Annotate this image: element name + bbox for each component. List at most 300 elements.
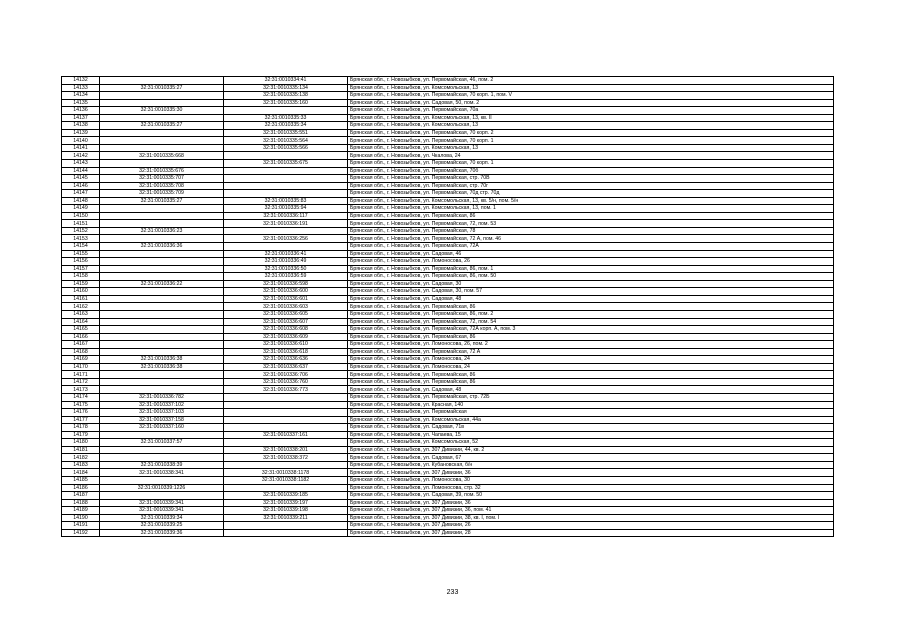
address-cell: Брянская обл., г. Новозыбков, ул. Садовая, 71в xyxy=(348,424,834,432)
row-number-cell: 14184 xyxy=(62,469,100,477)
address-cell: Брянская обл., г. Новозыбков, ул. Кубановская, б/н xyxy=(348,461,834,469)
row-number-cell: 14192 xyxy=(62,529,100,537)
address-cell: Брянская обл., г. Новозыбков, ул. Первомайская, 86 xyxy=(348,371,834,379)
cadastral-number-cell: 32:31:0010339:211 xyxy=(224,514,348,522)
row-number-cell: 14186 xyxy=(62,484,100,492)
address-cell: Брянская обл., г. Новозыбков, ул. Красная, 140 xyxy=(348,401,834,409)
cadastral-number-cell xyxy=(224,167,348,175)
table-row xyxy=(62,378,834,386)
address-cell: Брянская обл., г. Новозыбков, ул. Первомайская, 72, пом. 53 xyxy=(348,220,834,228)
address-cell: Брянская обл., г. Новозыбков, ул. Комсомольская, 13, кв. II xyxy=(348,114,834,122)
parent-cadastral-number-cell: 32:31:0010338:341 xyxy=(100,469,224,477)
address-cell: Брянская обл., г. Новозыбков, ул. Комсомольская, 13 xyxy=(348,122,834,130)
address-cell: Брянская обл., г. Новозыбков, ул. Комсомольская, 13, кв. 5/н, пом. 5/н xyxy=(348,197,834,205)
cadastral-number-cell: 32:31:0010338:372 xyxy=(224,454,348,462)
table-row xyxy=(62,92,834,100)
address-cell: Брянская обл., г. Новозыбков, ул. Первомайская, 86 xyxy=(348,378,834,386)
parent-cadastral-number-cell: 32:31:0010335:676 xyxy=(100,167,224,175)
cadastral-number-cell xyxy=(224,243,348,251)
parent-cadastral-number-cell xyxy=(100,273,224,281)
table-row xyxy=(62,326,834,334)
parent-cadastral-number-cell: 32:31:0010336:23 xyxy=(100,227,224,235)
cadastral-number-cell: 32:31:0010335:675 xyxy=(224,160,348,168)
row-number-cell: 14168 xyxy=(62,348,100,356)
cadastral-number-cell: 32:31:0010336:50 xyxy=(224,265,348,273)
address-cell: Брянская обл., г. Новозыбков, ул. 307 Дивизии, 44, кв. 2 xyxy=(348,446,834,454)
table-row xyxy=(62,310,834,318)
table-row xyxy=(62,114,834,122)
parent-cadastral-number-cell xyxy=(100,371,224,379)
cadastral-number-cell: 32:31:0010335:33 xyxy=(224,114,348,122)
parent-cadastral-number-cell xyxy=(100,235,224,243)
address-cell: Брянская обл., г. Новозыбков, ул. Первомайская, 70б xyxy=(348,167,834,175)
cadastral-number-cell xyxy=(224,401,348,409)
address-cell: Брянская обл., г. Новозыбков, ул. Садовая, 50, пом. 2 xyxy=(348,99,834,107)
cadastral-number-cell xyxy=(224,409,348,417)
cadastral-number-cell xyxy=(224,416,348,424)
parent-cadastral-number-cell xyxy=(100,220,224,228)
row-number-cell: 14153 xyxy=(62,235,100,243)
parent-cadastral-number-cell xyxy=(100,386,224,394)
cadastral-number-cell: 32:31:0010335:566 xyxy=(224,144,348,152)
table-row xyxy=(62,243,834,251)
address-cell: Брянская обл., г. Новозыбков, ул. 307 Дивизии, 26 xyxy=(348,522,834,530)
parent-cadastral-number-cell xyxy=(100,333,224,341)
address-cell: Брянская обл., г. Новозыбков, ул. Первомайская, 70д стр. 70д xyxy=(348,190,834,198)
cadastral-number-cell: 32:31:0010336:603 xyxy=(224,303,348,311)
parent-cadastral-number-cell xyxy=(100,250,224,258)
cadastral-number-cell: 32:31:0010335:134 xyxy=(224,84,348,92)
row-number-cell: 14137 xyxy=(62,114,100,122)
parent-cadastral-number-cell xyxy=(100,265,224,273)
cadastral-number-cell: 32:31:0010336:608 xyxy=(224,326,348,334)
parent-cadastral-number-cell xyxy=(100,258,224,266)
address-cell: Брянская обл., г. Новозыбков, ул. Чапаева, 15 xyxy=(348,431,834,439)
table-row xyxy=(62,318,834,326)
table-row xyxy=(62,152,834,160)
address-cell: Брянская обл., г. Новозыбков, ул. Садовая, 30 xyxy=(348,280,834,288)
parent-cadastral-number-cell xyxy=(100,341,224,349)
table-row xyxy=(62,137,834,145)
table-row xyxy=(62,107,834,115)
row-number-cell: 14138 xyxy=(62,122,100,130)
cadastral-number-cell: 32:31:0010336:605 xyxy=(224,310,348,318)
address-cell: Брянская обл., г. Новозыбков, ул. Садовая, 30, пом. 57 xyxy=(348,288,834,296)
cadastral-number-cell: 32:31:0010336:49 xyxy=(224,258,348,266)
table-row xyxy=(62,348,834,356)
row-number-cell: 14133 xyxy=(62,84,100,92)
table-row xyxy=(62,424,834,432)
cadastral-number-cell: 32:31:0010336:600 xyxy=(224,288,348,296)
parent-cadastral-number-cell xyxy=(100,295,224,303)
row-number-cell: 14173 xyxy=(62,386,100,394)
cadastral-number-cell: 32:31:0010336:41 xyxy=(224,250,348,258)
parent-cadastral-number-cell xyxy=(100,205,224,213)
row-number-cell: 14160 xyxy=(62,288,100,296)
row-number-cell: 14152 xyxy=(62,227,100,235)
parent-cadastral-number-cell xyxy=(100,137,224,145)
row-number-cell: 14181 xyxy=(62,446,100,454)
address-cell: Брянская обл., г. Новозыбков, ул. Первомайская, 70 корп. 1 xyxy=(348,137,834,145)
row-number-cell: 14149 xyxy=(62,205,100,213)
table-row xyxy=(62,235,834,243)
row-number-cell: 14146 xyxy=(62,182,100,190)
parent-cadastral-number-cell: 32:31:0010335:668 xyxy=(100,152,224,160)
table-row xyxy=(62,288,834,296)
parent-cadastral-number-cell xyxy=(100,144,224,152)
parent-cadastral-number-cell xyxy=(100,212,224,220)
parent-cadastral-number-cell: 32:31:0010335:708 xyxy=(100,182,224,190)
cadastral-number-cell xyxy=(224,227,348,235)
address-cell: Брянская обл., г. Новозыбков, ул. Первомайская, 72 А xyxy=(348,348,834,356)
table-row xyxy=(62,514,834,522)
parent-cadastral-number-cell: 32:31:0010339:36 xyxy=(100,529,224,537)
table-row xyxy=(62,122,834,130)
cadastral-number-cell xyxy=(224,190,348,198)
row-number-cell: 14182 xyxy=(62,454,100,462)
parent-cadastral-number-cell: 32:31:0010337:160 xyxy=(100,424,224,432)
parent-cadastral-number-cell: 32:31:0010337:103 xyxy=(100,409,224,417)
parent-cadastral-number-cell xyxy=(100,288,224,296)
cadastral-number-cell: 32:31:0010335:83 xyxy=(224,197,348,205)
cadastral-number-cell xyxy=(224,175,348,183)
cadastral-number-cell xyxy=(224,529,348,537)
page-number: 233 xyxy=(446,589,459,596)
table-row xyxy=(62,522,834,530)
address-cell: Брянская обл., г. Новозыбков, ул. Первомайская, 70 корп. 2 xyxy=(348,129,834,137)
parent-cadastral-number-cell: 32:31:0010335:709 xyxy=(100,190,224,198)
parent-cadastral-number-cell: 32:31:0010337:102 xyxy=(100,401,224,409)
table-row xyxy=(62,499,834,507)
table-row xyxy=(62,333,834,341)
table-row xyxy=(62,446,834,454)
parent-cadastral-number-cell: 32:31:0010335:707 xyxy=(100,175,224,183)
parent-cadastral-number-cell: 32:31:0010335:27 xyxy=(100,122,224,130)
address-cell: Брянская обл., г. Новозыбков, ул. Ломоносова, 26 xyxy=(348,258,834,266)
cadastral-number-cell: 32:31:0010336:598 xyxy=(224,280,348,288)
table-row xyxy=(62,160,834,168)
parent-cadastral-number-cell: 32:31:0010339:341 xyxy=(100,507,224,515)
row-number-cell: 14139 xyxy=(62,129,100,137)
address-cell: Брянская обл., г. Новозыбков, ул. Первомайская, 70 корп. 1, пом. V xyxy=(348,92,834,100)
cadastral-number-cell: 32:31:0010338:1178 xyxy=(224,469,348,477)
row-number-cell: 14162 xyxy=(62,303,100,311)
cadastral-number-cell: 32:31:0010336:609 xyxy=(224,333,348,341)
address-cell: Брянская обл., г. Новозыбков, ул. Первомайская, 86 xyxy=(348,303,834,311)
row-number-cell: 14155 xyxy=(62,250,100,258)
row-number-cell: 14144 xyxy=(62,167,100,175)
cadastral-number-cell: 32:31:0010336:607 xyxy=(224,318,348,326)
parent-cadastral-number-cell: 32:31:0010335:27 xyxy=(100,84,224,92)
cadastral-number-cell: 32:31:0010336:117 xyxy=(224,212,348,220)
cadastral-number-cell: 32:31:0010336:618 xyxy=(224,348,348,356)
cadastral-number-cell: 32:31:0010337:161 xyxy=(224,431,348,439)
parent-cadastral-number-cell: 32:31:0010337:158 xyxy=(100,416,224,424)
parent-cadastral-number-cell xyxy=(100,431,224,439)
row-number-cell: 14187 xyxy=(62,492,100,500)
row-number-cell: 14163 xyxy=(62,310,100,318)
table-row xyxy=(62,484,834,492)
cadastral-number-cell: 32:31:0010335:551 xyxy=(224,129,348,137)
table-row xyxy=(62,84,834,92)
address-cell: Брянская обл., г. Новозыбков, ул. Первомайская, 86 xyxy=(348,333,834,341)
address-cell: Брянская обл., г. Новозыбков, ул. Комсомольская, 13, пом. 1 xyxy=(348,205,834,213)
address-cell: Брянская обл., г. Новозыбков, ул. Садовая, 48 xyxy=(348,295,834,303)
row-number-cell: 14143 xyxy=(62,160,100,168)
address-cell: Брянская обл., г. Новозыбков, ул. Комсомольская, 52 xyxy=(348,439,834,447)
cadastral-number-cell xyxy=(224,393,348,401)
table-row xyxy=(62,529,834,537)
registry-table xyxy=(61,76,834,537)
table-row xyxy=(62,77,834,85)
address-cell: Брянская обл., г. Новозыбков, ул. Первомайская, 72А корп. А, пом. 3 xyxy=(348,326,834,334)
row-number-cell: 14174 xyxy=(62,393,100,401)
table-row xyxy=(62,175,834,183)
parent-cadastral-number-cell xyxy=(100,99,224,107)
parent-cadastral-number-cell xyxy=(100,92,224,100)
address-cell: Брянская обл., г. Новозыбков, ул. Ломоносова, 30 xyxy=(348,476,834,484)
row-number-cell: 14183 xyxy=(62,461,100,469)
cadastral-number-cell: 32:31:0010336:601 xyxy=(224,295,348,303)
address-cell: Брянская обл., г. Новозыбков, ул. Первомайская, 86, пом. 50 xyxy=(348,273,834,281)
row-number-cell: 14159 xyxy=(62,280,100,288)
table-row xyxy=(62,129,834,137)
cadastral-number-cell: 32:31:0010339:197 xyxy=(224,499,348,507)
parent-cadastral-number-cell xyxy=(100,348,224,356)
parent-cadastral-number-cell: 32:31:0010339:341 xyxy=(100,499,224,507)
cadastral-number-cell xyxy=(224,461,348,469)
row-number-cell: 14140 xyxy=(62,137,100,145)
row-number-cell: 14178 xyxy=(62,424,100,432)
parent-cadastral-number-cell xyxy=(100,303,224,311)
row-number-cell: 14167 xyxy=(62,341,100,349)
cadastral-number-cell: 32:31:0010336:773 xyxy=(224,386,348,394)
cadastral-number-cell: 32:31:0010335:160 xyxy=(224,99,348,107)
cadastral-number-cell: 32:31:0010339:185 xyxy=(224,492,348,500)
row-number-cell: 14166 xyxy=(62,333,100,341)
row-number-cell: 14150 xyxy=(62,212,100,220)
registry-table-body xyxy=(62,77,834,537)
address-cell: Брянская обл., г. Новозыбков, ул. Садовая, 46 xyxy=(348,250,834,258)
parent-cadastral-number-cell xyxy=(100,160,224,168)
address-cell: Брянская обл., г. Новозыбков, ул. Первомайская xyxy=(348,409,834,417)
table-row xyxy=(62,371,834,379)
row-number-cell: 14171 xyxy=(62,371,100,379)
address-cell: Брянская обл., г. Новозыбков, ул. Комсомольская, 13 xyxy=(348,84,834,92)
address-cell: Брянская обл., г. Новозыбков, ул. Первомайская, 72А xyxy=(348,243,834,251)
table-row xyxy=(62,507,834,515)
cadastral-number-cell: 32:31:0010339:198 xyxy=(224,507,348,515)
table-row xyxy=(62,99,834,107)
address-cell: Брянская обл., г. Новозыбков, ул. Первомайская, 78 xyxy=(348,227,834,235)
address-cell: Брянская обл., г. Новозыбков, ул. Первомайская, стр. 70В xyxy=(348,175,834,183)
table-row xyxy=(62,190,834,198)
table-row xyxy=(62,280,834,288)
address-cell: Брянская обл., г. Новозыбков, ул. Первомайская, стр. 70г xyxy=(348,182,834,190)
table-row xyxy=(62,341,834,349)
table-row xyxy=(62,363,834,371)
address-cell: Брянская обл., г. Новозыбков, ул. Ломоносова, 26, пом. 2 xyxy=(348,341,834,349)
row-number-cell: 14142 xyxy=(62,152,100,160)
row-number-cell: 14158 xyxy=(62,273,100,281)
table-row xyxy=(62,144,834,152)
table-row xyxy=(62,167,834,175)
table-row xyxy=(62,393,834,401)
cadastral-number-cell: 32:31:0010334:41 xyxy=(224,77,348,85)
table-row xyxy=(62,258,834,266)
address-cell: Брянская обл., г. Новозыбков, ул. Комсомольская, 13 xyxy=(348,144,834,152)
table-row xyxy=(62,250,834,258)
cadastral-number-cell xyxy=(224,522,348,530)
cadastral-number-cell xyxy=(224,182,348,190)
address-cell: Брянская обл., г. Новозыбков, ул. Садовая, 39, пом. 50 xyxy=(348,492,834,500)
row-number-cell: 14165 xyxy=(62,326,100,334)
row-number-cell: 14136 xyxy=(62,107,100,115)
row-number-cell: 14147 xyxy=(62,190,100,198)
table-row xyxy=(62,439,834,447)
parent-cadastral-number-cell xyxy=(100,326,224,334)
address-cell: Брянская обл., г. Новозыбков, ул. Комсомольская, 44а xyxy=(348,416,834,424)
parent-cadastral-number-cell: 32:31:0010339:25 xyxy=(100,522,224,530)
row-number-cell: 14175 xyxy=(62,401,100,409)
parent-cadastral-number-cell: 32:31:0010336:22 xyxy=(100,280,224,288)
row-number-cell: 14177 xyxy=(62,416,100,424)
cadastral-number-cell: 32:31:0010335:138 xyxy=(224,92,348,100)
row-number-cell: 14145 xyxy=(62,175,100,183)
table-row xyxy=(62,409,834,417)
row-number-cell: 14189 xyxy=(62,507,100,515)
table-row xyxy=(62,265,834,273)
cadastral-number-cell xyxy=(224,484,348,492)
row-number-cell: 14169 xyxy=(62,356,100,364)
row-number-cell: 14154 xyxy=(62,243,100,251)
parent-cadastral-number-cell xyxy=(100,77,224,85)
table-row xyxy=(62,401,834,409)
parent-cadastral-number-cell: 32:31:0010337:57 xyxy=(100,439,224,447)
row-number-cell: 14148 xyxy=(62,197,100,205)
table-row xyxy=(62,461,834,469)
cadastral-number-cell xyxy=(224,107,348,115)
cadastral-number-cell: 32:31:0010336:191 xyxy=(224,220,348,228)
parent-cadastral-number-cell xyxy=(100,492,224,500)
parent-cadastral-number-cell: 32:31:0010335:27 xyxy=(100,197,224,205)
cadastral-number-cell xyxy=(224,152,348,160)
table-row xyxy=(62,303,834,311)
parent-cadastral-number-cell xyxy=(100,114,224,122)
table-row xyxy=(62,469,834,477)
table-row xyxy=(62,295,834,303)
row-number-cell: 14190 xyxy=(62,514,100,522)
cadastral-number-cell: 32:31:0010336:610 xyxy=(224,341,348,349)
parent-cadastral-number-cell: 32:31:0010335:30 xyxy=(100,107,224,115)
parent-cadastral-number-cell xyxy=(100,310,224,318)
parent-cadastral-number-cell xyxy=(100,446,224,454)
row-number-cell: 14161 xyxy=(62,295,100,303)
parent-cadastral-number-cell: 32:31:0010339:34 xyxy=(100,514,224,522)
address-cell: Брянская обл., г. Новозыбков, ул. Первомайская, 86 xyxy=(348,212,834,220)
cadastral-number-cell: 32:31:0010335:564 xyxy=(224,137,348,145)
parent-cadastral-number-cell xyxy=(100,476,224,484)
table-row xyxy=(62,273,834,281)
cadastral-number-cell: 32:31:0010336:637 xyxy=(224,363,348,371)
row-number-cell: 14134 xyxy=(62,92,100,100)
row-number-cell: 14157 xyxy=(62,265,100,273)
row-number-cell: 14191 xyxy=(62,522,100,530)
cadastral-number-cell: 32:31:0010335:34 xyxy=(224,122,348,130)
table-row xyxy=(62,220,834,228)
parent-cadastral-number-cell: 32:31:0010336:782 xyxy=(100,393,224,401)
address-cell: Брянская обл., г. Новозыбков, ул. Первомайская, 70 корп. 1 xyxy=(348,160,834,168)
table-row xyxy=(62,205,834,213)
address-cell: Брянская обл., г. Новозыбков, ул. 307 Дивизии, 38, кв. I, пом. I xyxy=(348,514,834,522)
address-cell: Брянская обл., г. Новозыбков, ул. Первомайская, стр. 72Б xyxy=(348,393,834,401)
cadastral-number-cell: 32:31:0010335:94 xyxy=(224,205,348,213)
table-row xyxy=(62,197,834,205)
parent-cadastral-number-cell xyxy=(100,378,224,386)
address-cell: Брянская обл., г. Новозыбков, ул. Первомайская, 72, пом. 54 xyxy=(348,318,834,326)
address-cell: Брянская обл., г. Новозыбков, ул. Ломоносова, 24 xyxy=(348,363,834,371)
parent-cadastral-number-cell: 32:31:0010336:38 xyxy=(100,363,224,371)
row-number-cell: 14179 xyxy=(62,431,100,439)
row-number-cell: 14172 xyxy=(62,378,100,386)
table-row xyxy=(62,454,834,462)
cadastral-number-cell: 32:31:0010336:706 xyxy=(224,371,348,379)
cadastral-number-cell: 32:31:0010336:256 xyxy=(224,235,348,243)
cadastral-number-cell xyxy=(224,439,348,447)
cadastral-number-cell: 32:31:0010336:636 xyxy=(224,356,348,364)
row-number-cell: 14180 xyxy=(62,439,100,447)
row-number-cell: 14151 xyxy=(62,220,100,228)
parent-cadastral-number-cell: 32:31:0010336:38 xyxy=(100,356,224,364)
cadastral-number-cell: 32:31:0010336:59 xyxy=(224,273,348,281)
row-number-cell: 14185 xyxy=(62,476,100,484)
parent-cadastral-number-cell xyxy=(100,318,224,326)
address-cell: Брянская обл., г. Новозыбков, ул. Первомайская, 86, пом. 1 xyxy=(348,265,834,273)
address-cell: Брянская обл., г. Новозыбков, ул. Садовая, 67 xyxy=(348,454,834,462)
address-cell: Брянская обл., г. Новозыбков, ул. 307 Дивизии, 36, пом. 41 xyxy=(348,507,834,515)
parent-cadastral-number-cell xyxy=(100,454,224,462)
address-cell: Брянская обл., г. Новозыбков, ул. 307 Дивизии, 36 xyxy=(348,499,834,507)
row-number-cell: 14188 xyxy=(62,499,100,507)
address-cell: Брянская обл., г. Новозыбков, ул. Первомайская, 46, пом. 2 xyxy=(348,77,834,85)
table-row xyxy=(62,431,834,439)
table-row xyxy=(62,212,834,220)
address-cell: Брянская обл., г. Новозыбков, ул. 307 Дивизии, 36 xyxy=(348,469,834,477)
row-number-cell: 14176 xyxy=(62,409,100,417)
parent-cadastral-number-cell xyxy=(100,129,224,137)
address-cell: Брянская обл., г. Новозыбков, ул. Первомайская, 86, пом. 2 xyxy=(348,310,834,318)
address-cell: Брянская обл., г. Новозыбков, ул. Ломоносова, 24 xyxy=(348,356,834,364)
table-row xyxy=(62,416,834,424)
row-number-cell: 14135 xyxy=(62,99,100,107)
cadastral-number-cell: 32:31:0010338:1182 xyxy=(224,476,348,484)
parent-cadastral-number-cell: 32:31:0010339:1226 xyxy=(100,484,224,492)
table-row xyxy=(62,227,834,235)
table-row xyxy=(62,492,834,500)
row-number-cell: 14164 xyxy=(62,318,100,326)
table-row xyxy=(62,476,834,484)
address-cell: Брянская обл., г. Новозыбков, ул. Ломоносова, стр. 32 xyxy=(348,484,834,492)
address-cell: Брянская обл., г. Новозыбков, ул. Первомайская, 72 А, пом. 46 xyxy=(348,235,834,243)
parent-cadastral-number-cell: 32:31:0010338:39 xyxy=(100,461,224,469)
row-number-cell: 14170 xyxy=(62,363,100,371)
row-number-cell: 14156 xyxy=(62,258,100,266)
cadastral-number-cell xyxy=(224,424,348,432)
address-cell: Брянская обл., г. Новозыбков, ул. Чкалова, 24 xyxy=(348,152,834,160)
table-row xyxy=(62,386,834,394)
cadastral-number-cell: 32:31:0010336:760 xyxy=(224,378,348,386)
address-cell: Брянская обл., г. Новозыбков, ул. 307 Дивизии, 28 xyxy=(348,529,834,537)
